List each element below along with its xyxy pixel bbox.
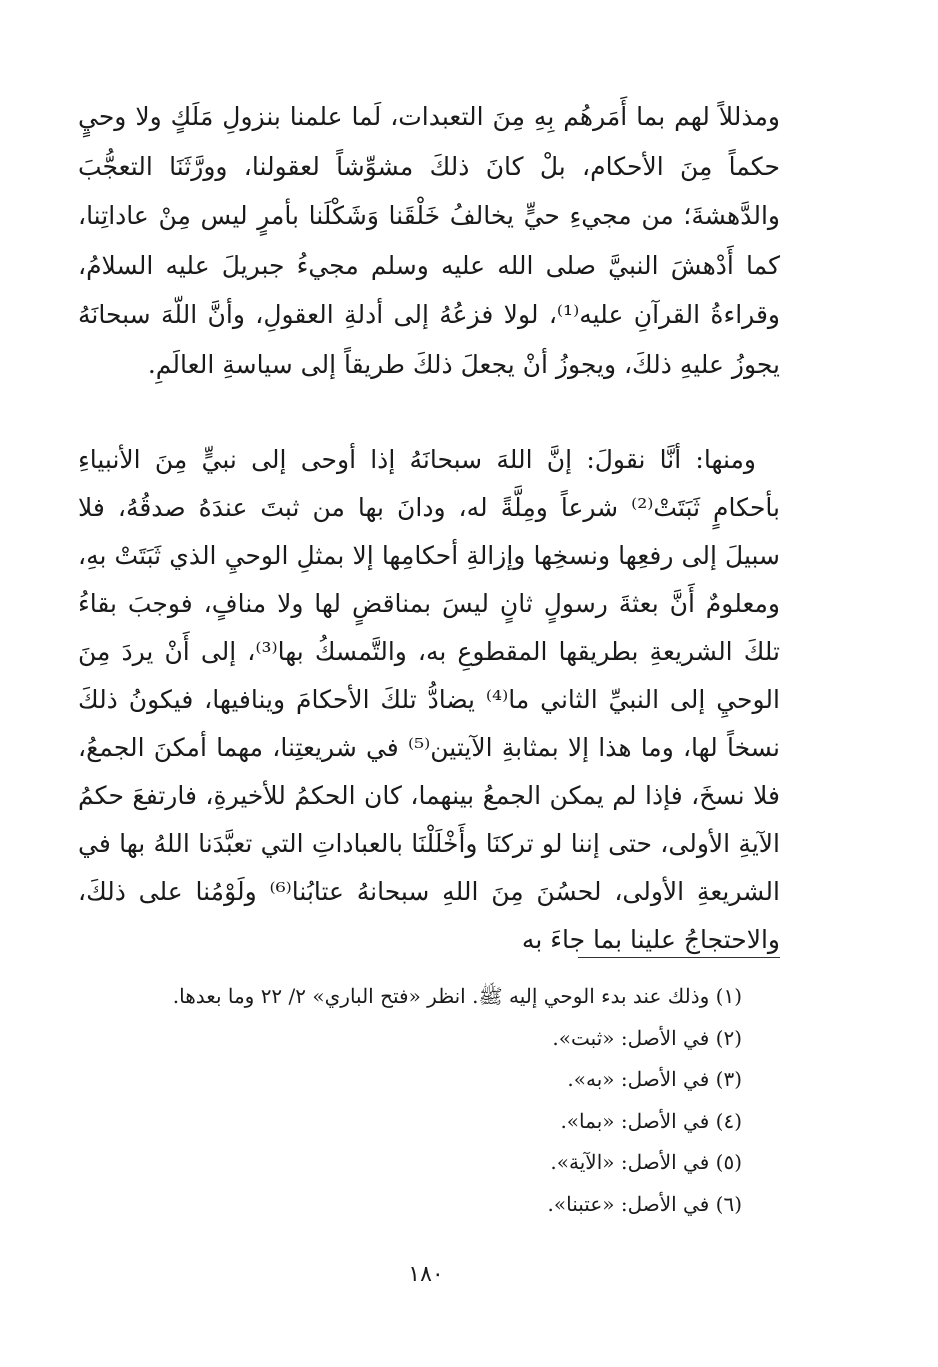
- footnote-2: (٢) في الأصل: «ثبت».: [552, 1025, 742, 1050]
- footnotes-list: [78, 976, 742, 1225]
- footnote-separator: [578, 957, 780, 958]
- footnote-1: (١) وذلك عند بدء الوحي إليه ﷺ. انظر «فتح الباري» ٢/ ٢٢ وما بعدها.: [172, 984, 742, 1008]
- footnote-4: (٤) في الأصل: «بما».: [560, 1108, 742, 1133]
- paragraph-text: ومذللاً لهم بما أَمَرهُم بِهِ مِنَ التعبدات، لَما علمنا بنزولِ مَلَكٍ ولا وحيٍ حكماً مِنَ الأحكام، بلْ كانَ ذلكَ مشوِّشاً لعقولنا، وورَّثَنَا التعجُّبَ والدَّهشةَ؛ من مجيءِ حيٍّ يخالفُ خَلْقَنا وَشَكْلَنا بأمرٍ ليس مِنْ عاداتِنا، كما أَدْهشَ النبيَّ صلى الله عليه وسلم مجيءُ جبريلَ عليه السلامُ، وقراءةُ القرآنِ عليه⁽¹⁾، لولا فزعُهُ إلى أدلةِ العقولِ، وأنَّ اللّهَ سبحانَهُ يجوزُ عليهِ ذلكَ، ويجوزُ أنْ يجعلَ ذلكَ طريقاً إلى سياسةِ العالَمِ.: [78, 102, 780, 379]
- page-number: ١٨٠: [408, 1262, 444, 1287]
- footnote-6: (٦) في الأصل: «عتبنا».: [547, 1191, 742, 1216]
- body-paragraph-1: [78, 92, 780, 389]
- footnote-5: (٥) في الأصل: «الآية».: [550, 1150, 742, 1174]
- body-paragraph-2: [78, 436, 780, 964]
- footnote-3: (٣) في الأصل: «به».: [567, 1067, 742, 1091]
- paragraph-text: ومنها: أنَّا نقولَ: إنَّ اللهَ سبحانَهُ إذا أوحى إلى نبيٍّ مِنَ الأنبياءِ بأحكامٍ ثَبَتَتْ⁽²⁾ شرعاً ومِلَّةً له، ودانَ بها من ثبتَ عندَهُ صدقُهُ، فلا سبيلَ إلى رفعِها ونسخِها وإزالةِ أحكامِها إلا بمثلِ الوحيِ الذي ثَبَتَتْ بهِ، ومعلومٌ أَنَّ بعثةَ رسولٍ ثانٍ ليسَ بمناقضٍ لها ولا منافٍ، فوجبَ بقاءُ تلكَ الشريعةِ بطريقها المقطوعِ به، والتَّمسكُ بها⁽³⁾، إلى أَنْ يردَ مِنَ الوحيِ إلى النبيِّ الثاني ما⁽⁴⁾ يضادُّ تلكَ الأحكامَ وينافيها، فيكونُ ذلكَ نسخاً لها، وما هذا إلا بمثابةِ الآيتين⁽⁵⁾ في شريعتِنا، مهما أمكنَ الجمعُ، فلا نسخَ، فإذا لم يمكن الجمعُ بينهما، كان الحكمُ للأخيرةِ، فارتفعَ حكمُ الآيةِ الأولى، حتى إننا لو تركنَا وأَخْلَلْنَا بالعباداتِ التي تعبَّدَنا اللهُ بها في الشريعةِ الأولى، لحسُنَ مِنَ اللهِ سبحانهُ عتابُنا⁽⁶⁾ ولَوْمُنا على ذلكَ، والاحتجاجُ علينا بما جاءَ به: [78, 445, 780, 954]
